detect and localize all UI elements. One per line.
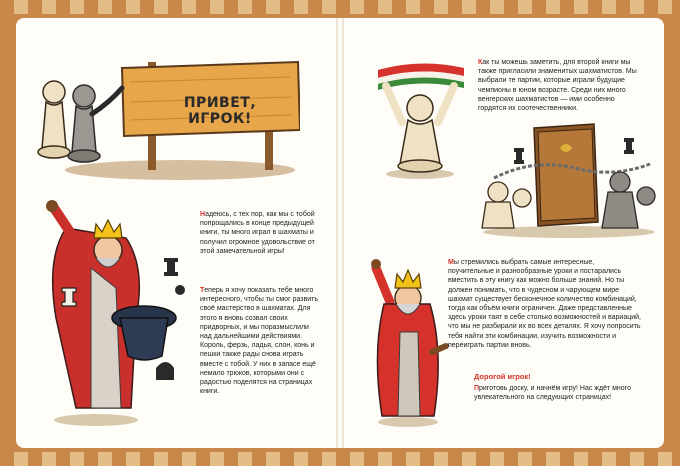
frame-square: [392, 452, 406, 466]
frame-square: [126, 0, 140, 14]
frame-square: [532, 452, 546, 466]
frame-square: [476, 452, 490, 466]
frame-square: [308, 452, 322, 466]
frame-square: [420, 452, 434, 466]
frame-square: [238, 452, 252, 466]
frame-square: [406, 0, 420, 14]
frame-square: [70, 0, 84, 14]
frame-square: [0, 0, 14, 14]
frame-square: [448, 0, 462, 14]
frame-square: [126, 452, 140, 466]
frame-square: [574, 0, 588, 14]
frame-square: [98, 452, 112, 466]
frame-square: [434, 452, 448, 466]
frame-square: [322, 452, 336, 466]
right-paragraph-1: Как ты можешь заметить, для второй книги мы также пригласили знаменитых шахматистов. Мы выбрали те партии, которые играли будущие чемпионы в юном возрасте. Среди них много венгерских шахматистов — ими особенно гордятся их соотечественники.: [478, 59, 637, 113]
frame-square: [42, 452, 56, 466]
frame-square: [546, 452, 560, 466]
frame-square: [42, 0, 56, 14]
frame-square: [462, 452, 476, 466]
checkered-border-top: [0, 0, 680, 14]
frame-square: [504, 0, 518, 14]
frame-square: [336, 0, 350, 14]
white-pawn-figure: [38, 81, 70, 158]
frame-square: [294, 0, 308, 14]
flying-pawn-icon: [175, 285, 185, 295]
frame-square: [644, 0, 658, 14]
frame-square: [616, 0, 630, 14]
frame-square: [420, 0, 434, 14]
checkered-border-bottom: [0, 452, 680, 466]
frame-square: [392, 0, 406, 14]
frame-square: [588, 0, 602, 14]
pawn-with-flag-illustration: [372, 52, 472, 180]
frame-square: [434, 0, 448, 14]
frame-square: [560, 452, 574, 466]
frame-square: [672, 0, 680, 14]
frame-square: [476, 0, 490, 14]
frame-square: [84, 0, 98, 14]
frame-square: [518, 0, 532, 14]
frame-square: [658, 452, 672, 466]
frame-square: [28, 452, 42, 466]
left-paragraph-1: Надеюсь, с тех пор, как мы с тобой попрощались в конце предыдущей книги, ты много играл в шахматы и получил огромное удовольствие от этой замечательной игры!: [200, 211, 315, 255]
frame-square: [630, 452, 644, 466]
frame-square: [560, 0, 574, 14]
frame-square: [378, 0, 392, 14]
grey-pawn-figure: [68, 85, 122, 162]
frame-square: [644, 452, 658, 466]
flying-knight-icon: [156, 362, 174, 380]
frame-square: [182, 452, 196, 466]
frame-square: [630, 0, 644, 14]
frame-square: [616, 452, 630, 466]
frame-square: [140, 0, 154, 14]
frame-square: [56, 0, 70, 14]
pieces-opening-book-illustration: [474, 118, 664, 240]
frame-square: [140, 452, 154, 466]
frame-square: [70, 452, 84, 466]
frame-square: [154, 452, 168, 466]
frame-square: [266, 452, 280, 466]
frame-square: [112, 0, 126, 14]
frame-square: [196, 452, 210, 466]
frame-square: [602, 0, 616, 14]
frame-square: [168, 452, 182, 466]
book-spine: [336, 18, 344, 448]
king-with-cape-illustration: [366, 252, 452, 428]
frame-square: [350, 452, 364, 466]
frame-square: [210, 452, 224, 466]
frame-square: [378, 452, 392, 466]
frame-square: [154, 0, 168, 14]
frame-square: [196, 0, 210, 14]
frame-square: [364, 452, 378, 466]
frame-square: [336, 452, 350, 466]
frame-square: [112, 452, 126, 466]
frame-right: [666, 14, 680, 452]
frame-square: [238, 0, 252, 14]
frame-square: [588, 452, 602, 466]
frame-square: [490, 452, 504, 466]
frame-square: [280, 0, 294, 14]
frame-square: [0, 452, 14, 466]
right-paragraph-2: Мы стремились выбрать самые интересные, поучительные и разнообразные уроки и постарались вместить в эту книгу как можно больше знаний. Но ты должен понимать, что в чудесном и чарующем мире шахмат существует бесконечное количество комбинаций, тогда как объём книги ограничен. Даже представленные здесь уроки таят в себе столько возможностей и вариаций, что мы не разбирали их во всех деталях. Я хочу попросить тебя найти эти комбинации, изучить возможности и переиграть партии вновь.: [448, 259, 642, 349]
frame-square: [210, 0, 224, 14]
frame-square: [574, 452, 588, 466]
frame-square: [406, 452, 420, 466]
frame-square: [294, 452, 308, 466]
sign-title: ПРИВЕТ, ИГРОК!: [183, 95, 257, 127]
frame-square: [518, 452, 532, 466]
frame-square: [14, 0, 28, 14]
frame-square: [350, 0, 364, 14]
left-paragraph-2: Теперь я хочу показать тебе много интересного, чтобы ты смог развить своё мастерство в шахматах. Для этого я вновь созвал своих придворных, и мы поразмыслили над дальнейшими действиями. Король, ферзь, ладья, слон, конь и пешки также рады снова играть вместе с тобой. У них в запасе ещё немало трюков, которыми они с радостью поделятся на страницах книги.: [200, 287, 318, 396]
frame-square: [56, 452, 70, 466]
right-paragraph-3: Приготовь доску, и начнём игру! Нас ждёт много увлекательного на следующих страницах!: [474, 385, 631, 402]
frame-square: [546, 0, 560, 14]
king-magician-illustration: [36, 198, 196, 428]
frame-square: [490, 0, 504, 14]
frame-square: [224, 0, 238, 14]
frame-square: [98, 0, 112, 14]
frame-square: [364, 0, 378, 14]
frame-square: [462, 0, 476, 14]
frame-square: [532, 0, 546, 14]
frame-square: [252, 452, 266, 466]
frame-square: [322, 0, 336, 14]
frame-square: [280, 452, 294, 466]
frame-square: [168, 0, 182, 14]
frame-square: [14, 452, 28, 466]
frame-square: [602, 452, 616, 466]
closing-heading: Дорогой игрок!: [474, 372, 531, 381]
frame-square: [672, 452, 680, 466]
frame-square: [308, 0, 322, 14]
frame-left: [0, 14, 14, 452]
frame-square: [224, 452, 238, 466]
frame-square: [252, 0, 266, 14]
flying-rook-icon: [164, 258, 178, 276]
frame-square: [504, 452, 518, 466]
frame-square: [182, 0, 196, 14]
frame-square: [266, 0, 280, 14]
frame-square: [658, 0, 672, 14]
frame-square: [84, 452, 98, 466]
frame-square: [28, 0, 42, 14]
frame-square: [448, 452, 462, 466]
